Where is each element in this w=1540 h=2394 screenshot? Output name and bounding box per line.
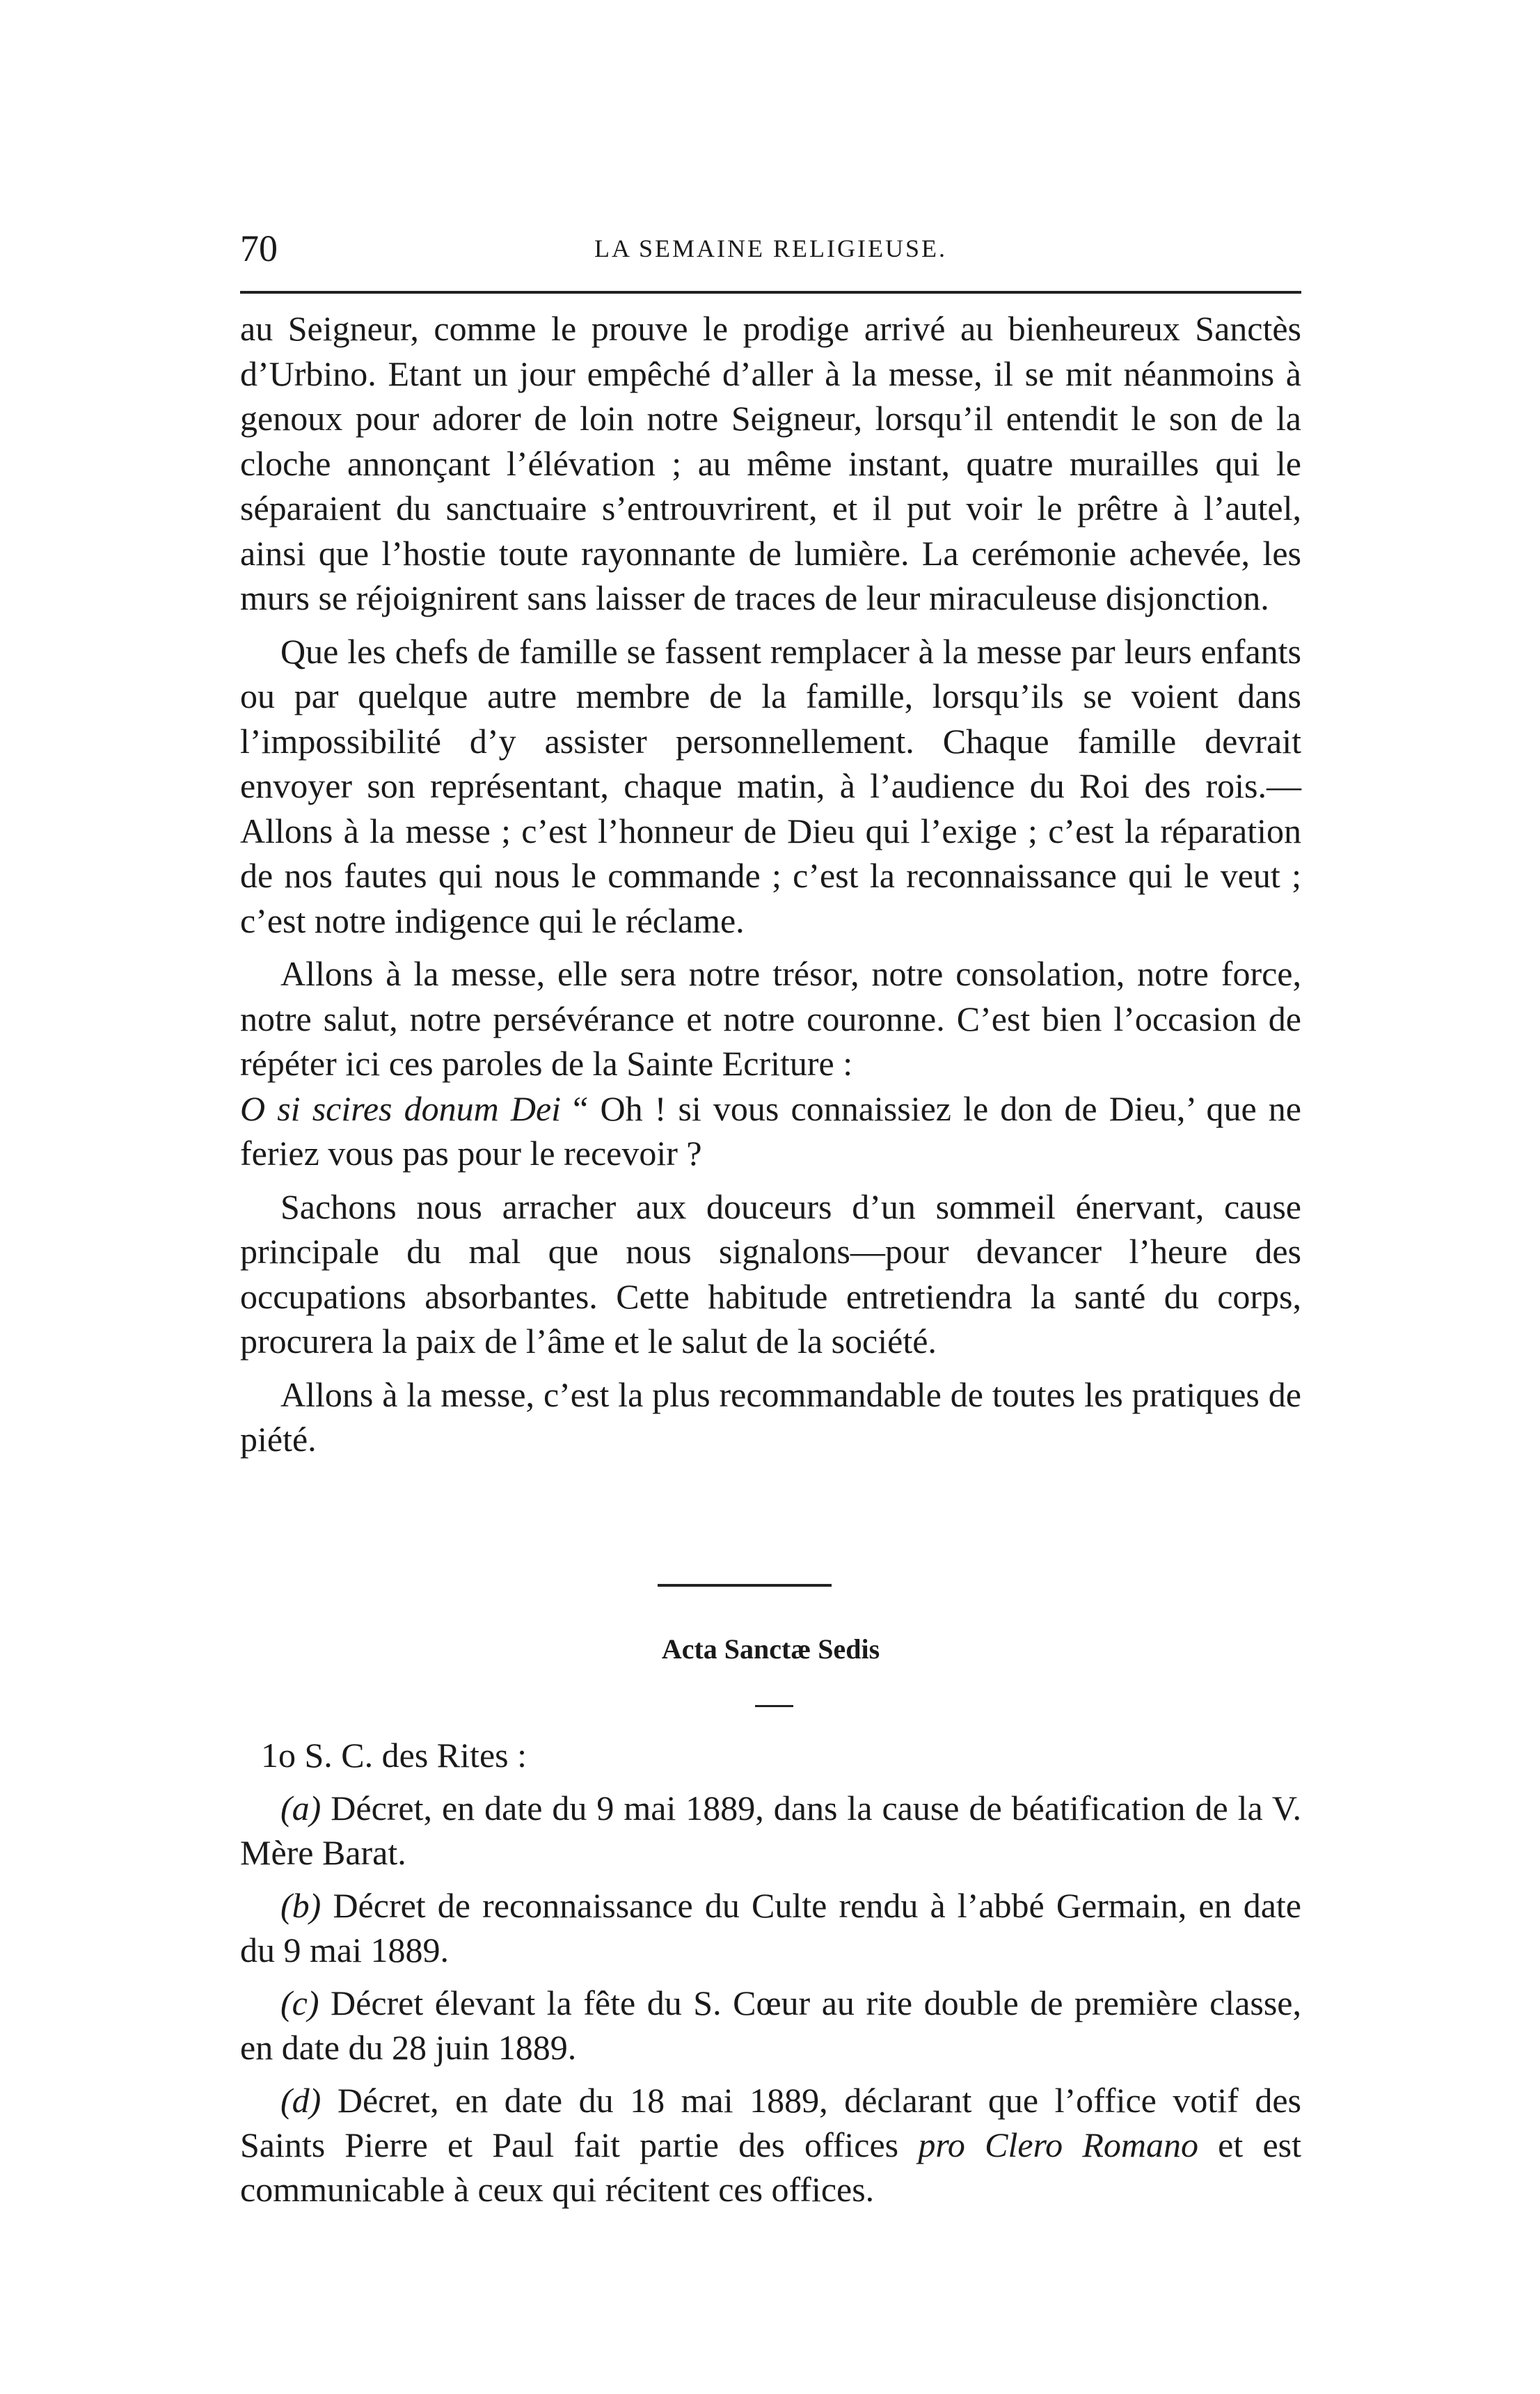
paragraph: Allons à la messe, c’est la plus recommandable de toutes les pratiques de piété.: [240, 1374, 1301, 1459]
body-text: [240, 306, 1301, 1462]
decree-item: [240, 1786, 1301, 1875]
running-title: LA SEMAINE RELIGIEUSE.: [594, 235, 947, 262]
section-intro: 1o S. C. des Rites :: [261, 1736, 527, 1775]
header-rule: [240, 291, 1301, 294]
paragraph-text: Allons à la messe, elle sera notre trésor, notre consolation, notre force, notre salut, notre persévérance et notre couronne. C’est bien l’occasion de répéter ici ces paroles de la Sainte Ecriture :: [240, 954, 1301, 1083]
paragraph: [240, 951, 1301, 1176]
item-text: Décret, en date du 9 mai 1889, dans la cause de béatification de la V. Mère Barat.: [240, 1789, 1301, 1872]
section-divider: [658, 1584, 832, 1587]
page-number: 70: [240, 228, 278, 269]
item-text: et est communicable à ceux qui récitent ces offices.: [240, 2125, 1301, 2209]
decree-item: [240, 1883, 1301, 1972]
item-label: (b): [280, 1886, 322, 1925]
page-header: [240, 224, 1301, 273]
decree-item: [240, 1981, 1301, 2070]
item-label: (c): [280, 1983, 319, 2022]
item-text: Décret, en date du 18 mai 1889, déclarant que l’office votif des Saints Pierre et Paul fait partie des offices: [240, 2081, 1301, 2164]
acta-section: [240, 1733, 1301, 2220]
quote-translation: “ Oh ! si vous connaissiez le don de Dieu,’ que ne feriez vous pas pour le recevoir ?: [240, 1088, 1301, 1173]
section-title: Acta Sanctæ Sedis: [661, 1633, 880, 1665]
item-label: (a): [280, 1789, 322, 1828]
paragraph: au Seigneur, comme le prouve le prodige arrivé au bienheureux Sanctès d’Urbino. Etant un jour empêché d’aller à la messe, il se mit néanmoins à genoux pour adorer de loin notre Seigneur, lorsqu’il entendit le son de la cloche annonçant l’élévation ; au même instant, quatre murailles qui le séparaient du sanctuaire s’entrouvrirent, et il put voir le prêtre à l’autel, ainsi que l’hostie toute rayonnante de lumière. La cerémonie achevée, les murs se réjoignirent sans laisser de traces de leur miraculeuse disjonction.: [240, 309, 1301, 617]
latin-quote: O si scires donum Dei: [240, 1088, 562, 1128]
paragraph: Sachons nous arracher aux douceurs d’un sommeil énervant, cause principale du mal que nous signalons—pour devancer l’heure des occupations absorbantes. Cette habitude entretiendra la santé du corps, procurera la paix de l’âme et le salut de la société.: [240, 1187, 1301, 1361]
item-label: (d): [280, 2081, 322, 2120]
item-italic-text: pro Clero Romano: [918, 2125, 1198, 2164]
decree-item: [240, 2078, 1301, 2212]
item-text: Décret de reconnaissance du Culte rendu à l’abbé Germain, en date du 9 mai 1889.: [240, 1886, 1301, 1969]
short-divider: [755, 1705, 793, 1707]
paragraph: Que les chefs de famille se fassent remplacer à la messe par leurs enfants ou par quelque autre membre de la famille, lorsqu’ils se voient dans l’impossibilité d’y assister personnellement. Chaque famille devrait envoyer son représentant, chaque matin, à l’audience du Roi des rois.—Allons à la messe ; c’est l’honneur de Dieu qui l’exige ; c’est la réparation de nos fautes qui nous le commande ; c’est la reconnaissance qui le veut ; c’est notre indigence qui le réclame.: [240, 631, 1301, 940]
item-text: Décret élevant la fête du S. Cœur au rite double de première classe, en date du 28 juin 1889.: [240, 1983, 1301, 2067]
